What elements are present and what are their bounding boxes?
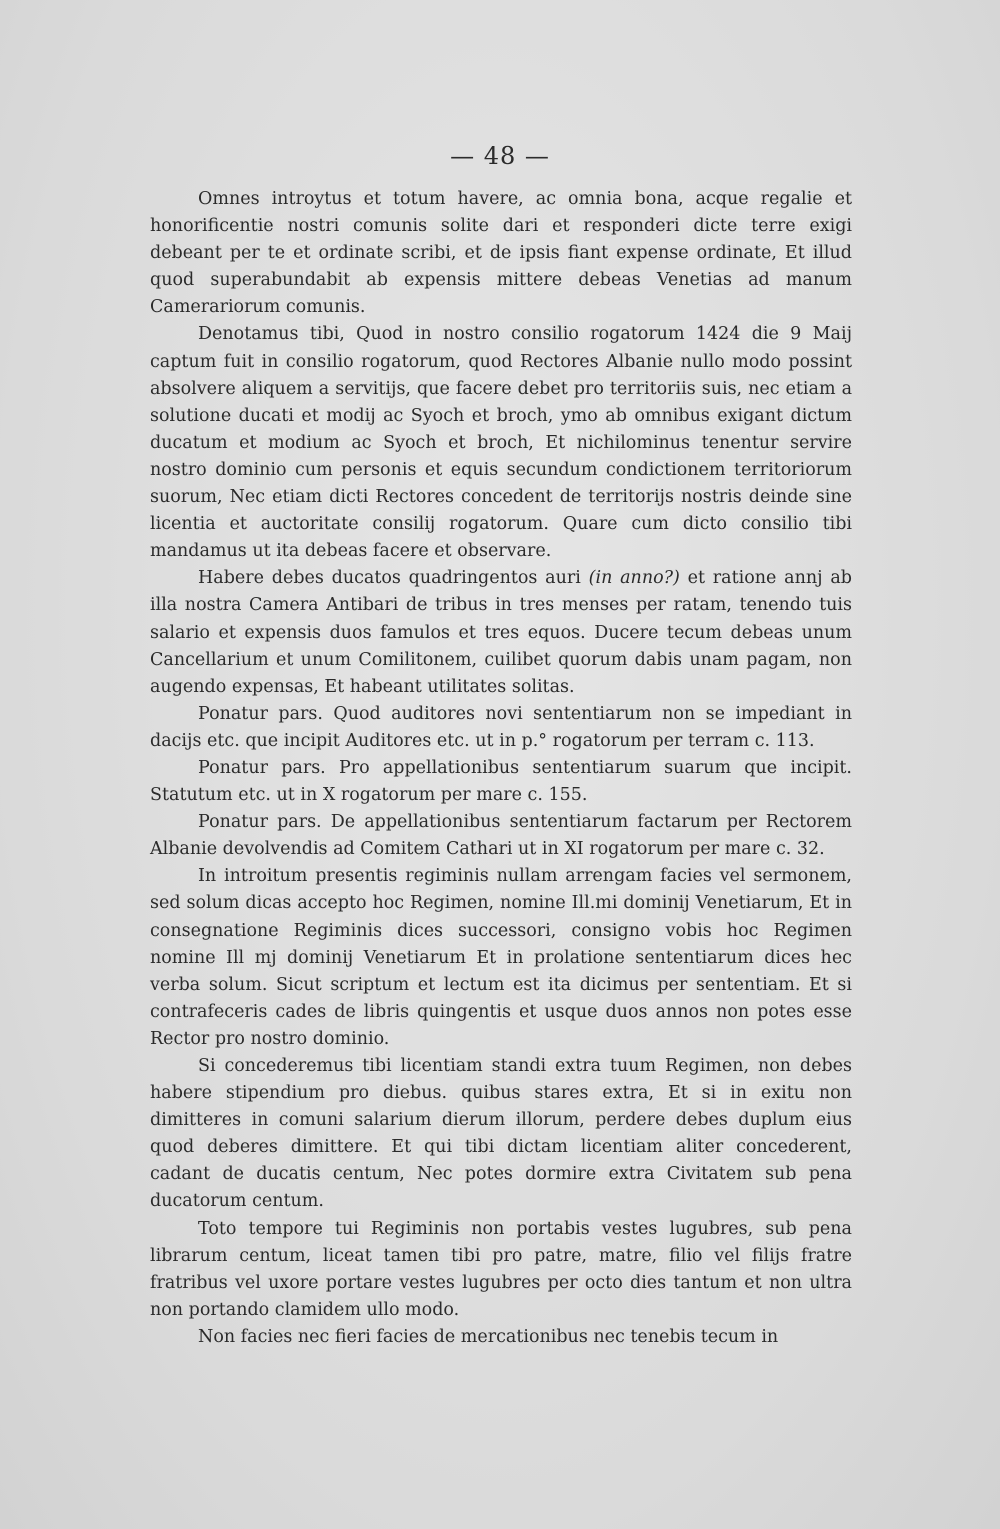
paragraph-4: Ponatur pars. Quod auditores novi sententiarum non se impediant in dacijs etc. que incipit Auditores etc. ut in p.° rogatorum per terram c. 113. xyxy=(150,703,852,751)
paragraph-9: Toto tempore tui Regiminis non portabis vestes lugubres, sub pena librarum centum, liceat tamen tibi pro patre, matre, filio vel filijs fratre fratribus vel uxore portare vestes lugubres per octo dies tantum et non ultra non portando clamidem ullo modo. xyxy=(150,1218,852,1320)
paragraph-6: Ponatur pars. De appellationibus sententiarum factarum per Rectorem Albanie devolvendis ad Comitem Cathari ut in XI rogatorum per mare c. 32. xyxy=(150,812,852,860)
paragraph-8: Si concederemus tibi licentiam standi extra tuum Regimen, non debes habere stipendium pro diebus. quibus stares extra, Et si in exitu non dimitteres in comuni salarium dierum illorum, perdere debes duplum eius quod deberes dimittere. Et qui tibi dictam licentiam aliter concederent, cadant de ducatis centum, Nec potes dormire extra Civitatem sub pena ducatorum centum. xyxy=(150,1056,852,1212)
paragraph-5: Ponatur pars. Pro appellationibus sententiarum suarum que incipit. Statutum etc. ut in X rogatorum per mare c. 155. xyxy=(150,757,852,806)
paragraph-3-text-after: et ratione annj ab illa nostra Camera Antibari de tribus in tres menses per ratam, tenendo tuis salario et expensis duos famulos et tres equos. Ducere tecum debeas unum Cancellarium et unum Comilitonem, cuilibet quorum dabis unam pagam, non augendo expensas, Et habeant utilitates solitas. xyxy=(150,568,852,697)
paragraph-1: Omnes introytus et totum havere, ac omnia bona, acque regalie et honorificentie nostri comunis solite dari et responderi dicte terre exigi debeant per te et ordinate scribi, et de ipsis fiant expense ordinate, Et illud quod superabundabit ab expensis mittere debeas Venetias ad manum Camerariorum comunis. xyxy=(150,189,852,318)
paragraph-2: Denotamus tibi, Quod in nostro consilio rogatorum 1424 die 9 Maij captum fuit in consilio rogatorum, quod Rectores Albanie nullo modo possint absolvere aliquem a servitijs, que facere debet pro territoriis suis, nec etiam a solutione ducati et modij ac Syoch et broch, ymo ab omnibus exigant dictum ducatum et modium ac Syoch et broch, Et nichilominus tenentur servire nostro dominio cum personis et equis secundum condictionem territoriorum suorum, Nec etiam dicti Rectores concedent de territorijs nostris deinde sine licentia et auctoritate consilij rogatorum. Quare cum dicto consilio tibi mandamus ut ita debeas facere et observare. xyxy=(150,324,852,562)
paragraph-3 xyxy=(150,565,852,700)
page-number: — 48 — xyxy=(450,142,550,170)
paragraph-3-text-before: Habere debes ducatos quadringentos auri xyxy=(198,568,589,589)
paragraph-3-italic-note: (in anno?) xyxy=(588,568,680,589)
paragraph-10: Non facies nec fieri facies de mercationibus nec tenebis tecum in xyxy=(198,1326,779,1347)
body-text xyxy=(150,186,852,1351)
paragraph-7: In introitum presentis regiminis nullam arrengam facies vel sermonem, sed solum dicas accepto hoc Regimen, nomine Ill.mi dominij Venetiarum, Et in consegnatione Regiminis dices successori, consigno vobis hoc Regimen nomine Ill mj dominij Venetiarum Et in prolatione sententiarum dices hec verba solum. Sicut scriptum et lectum est ita dicimus per sententiam. Et si contrafeceris cades de libris quingentis et usque duos annos non potes esse Rector pro nostro dominio. xyxy=(150,866,852,1049)
